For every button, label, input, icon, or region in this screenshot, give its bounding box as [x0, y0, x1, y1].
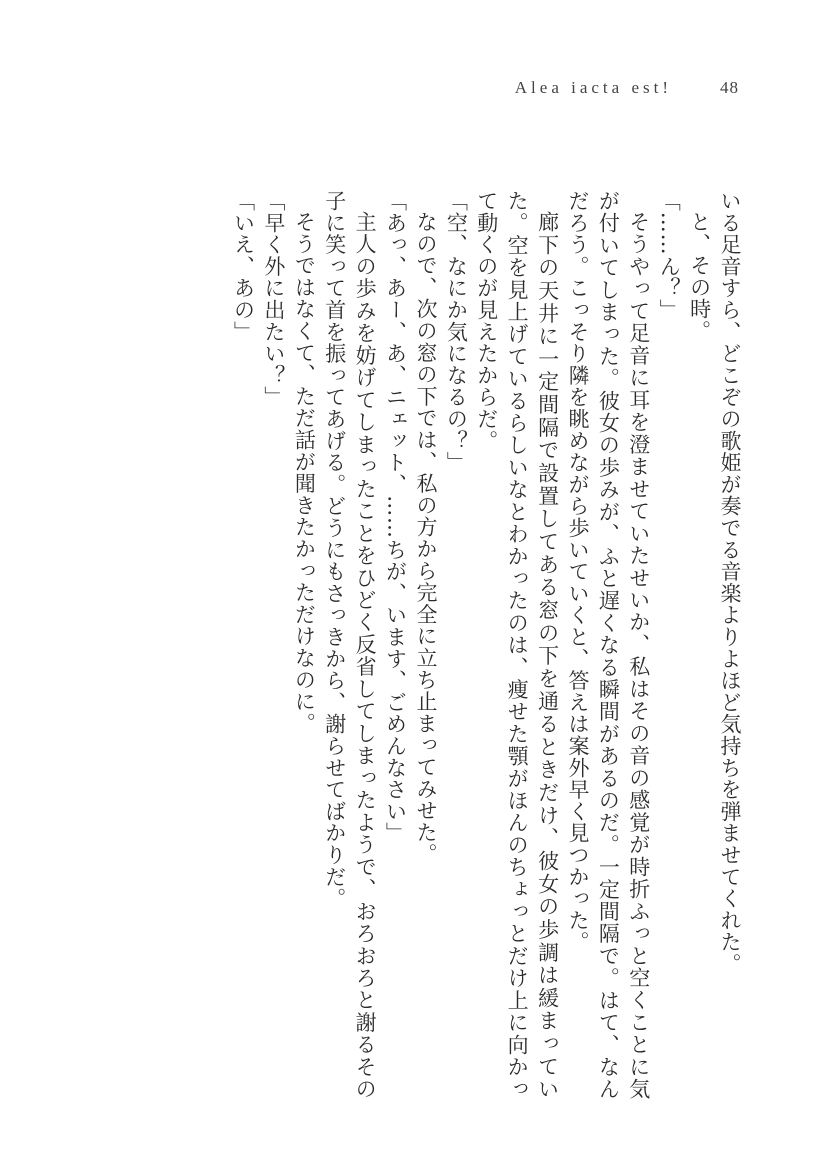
paragraph: そうではなくて、ただ話が聞きたかっただけなのに。 [292, 211, 317, 735]
running-header [515, 76, 739, 100]
page-number: 48 [720, 78, 739, 97]
vertical-body-text [228, 190, 745, 1100]
paragraph: と、その時。 [687, 211, 712, 342]
dialogue-line: 「早く外に出たい？」 [261, 190, 286, 408]
paragraph: なので、次の窓の下では、私の方から完全に立ち止まってみせた。 [413, 211, 438, 865]
running-title: Alea iacta est! [514, 78, 672, 97]
dialogue-line: 「……ん？」 [657, 190, 682, 321]
dialogue-line: 「空、なにか気になるの？」 [444, 190, 469, 474]
paragraph: 廊下の天井に一定間隔で設置してある窓の下を通るときだけ、彼女の歩調は緩まっていた。空を見上げているらしいなとわかったのは、痩せた顎がほんのちょっとだけ上に向かって動くのが見えたからだ。 [474, 190, 560, 1100]
paragraph: いる足音すら、どこぞの歌姫が奏でる音楽よりよほど気持ちを弾ませてくれた。 [718, 190, 742, 975]
dialogue-line: 「いえ、あの」 [231, 190, 256, 343]
paragraph: 主人の歩みを妨げてしまったことをひどく反省してしまったようで、おろおろと謝るその子に笑って首を振ってあげる。どうにもさっきから、謝らせてばかりだ。 [322, 190, 378, 1100]
paragraph: そうやって足音に耳を澄ませていたせいか、私はその音の感覚が時折ふっと空くことに気が付いてしまった。彼女の歩みが、ふと遅くなる瞬間があるのだ。一定間隔で。はて、なんだろう。こっそり隣を眺めながら歩いていくと、答えは案外早く見つかった。 [565, 190, 651, 1100]
dialogue-line: 「あっ、あー、あ、ニェット、……ちが、います、ごめんなさい」 [383, 190, 408, 844]
